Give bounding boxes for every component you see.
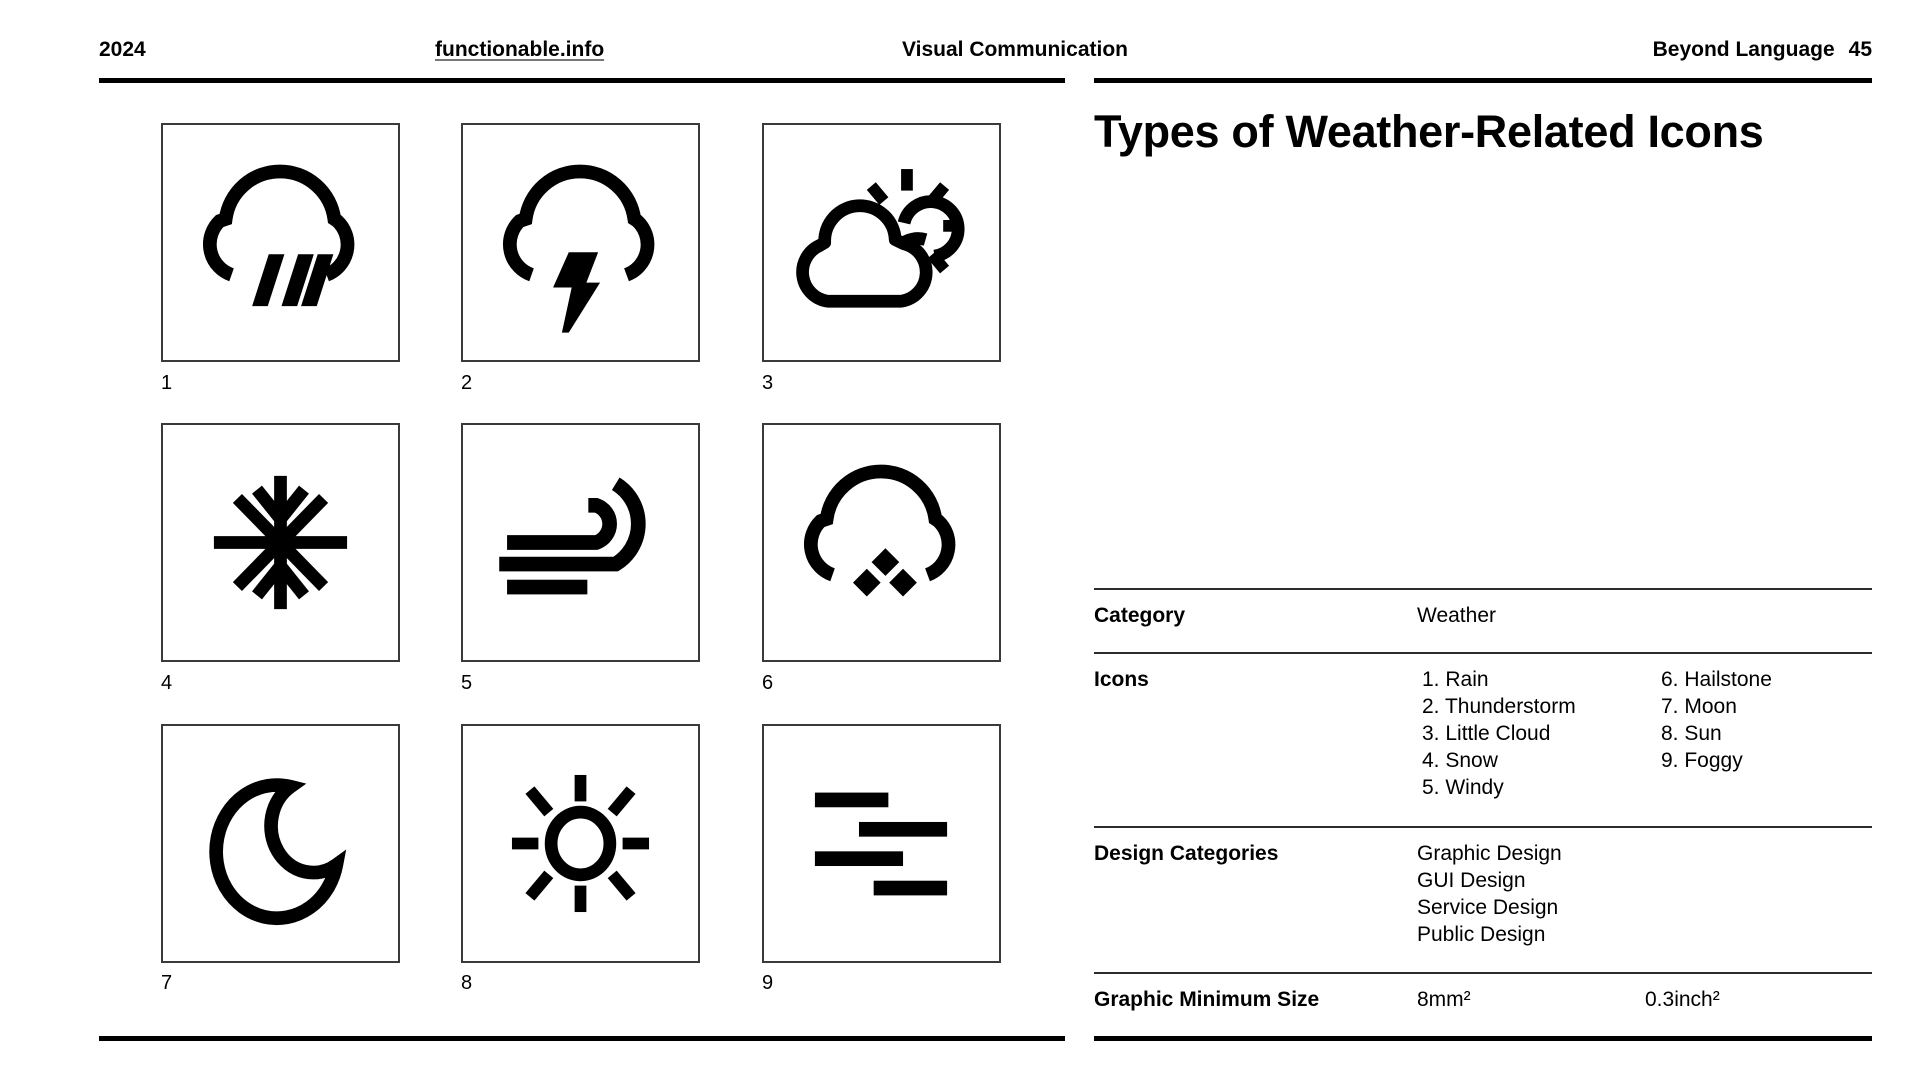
- list-item: 1. Rain: [1422, 668, 1489, 691]
- list-item: 7. Moon: [1661, 695, 1737, 718]
- minimum-size-imperial: 0.3inch²: [1645, 988, 1720, 1011]
- icon-tile-8: [461, 724, 700, 963]
- icon-number: 3: [762, 372, 774, 394]
- icon-number: 2: [461, 372, 473, 394]
- icons-label: Icons: [1094, 668, 1149, 691]
- list-item: Service Design: [1417, 896, 1559, 919]
- design-categories-label: Design Categories: [1094, 842, 1279, 865]
- list-item: 3. Little Cloud: [1422, 722, 1551, 745]
- table-divider: [1094, 652, 1872, 654]
- snow-icon: [163, 425, 398, 660]
- icon-tile-1: [161, 123, 400, 362]
- foggy-icon: [764, 726, 999, 961]
- chapter-title: Beyond Language: [1652, 38, 1835, 61]
- hailstone-icon: [764, 425, 999, 660]
- sun-icon: [463, 726, 698, 961]
- bottom-rule-right: [1094, 1036, 1872, 1041]
- list-item: 6. Hailstone: [1661, 668, 1772, 691]
- moon-icon: [163, 726, 398, 961]
- list-item: 9. Foggy: [1661, 749, 1743, 772]
- table-divider: [1094, 826, 1872, 828]
- page-title: Types of Weather-Related Icons: [1094, 106, 1764, 157]
- list-item: Graphic Design: [1417, 842, 1562, 865]
- icon-number: 9: [762, 972, 774, 994]
- icon-tile-6: [762, 423, 1001, 662]
- top-rule-left: [99, 78, 1065, 83]
- little-cloud-icon: [764, 125, 999, 360]
- icons-list-1: [1422, 666, 1576, 801]
- table-divider: [1094, 588, 1872, 590]
- icon-number: 7: [161, 972, 173, 994]
- category-value: Weather: [1417, 604, 1496, 627]
- icon-tile-4: [161, 423, 400, 662]
- list-item: 2. Thunderstorm: [1422, 695, 1576, 718]
- thunderstorm-icon: [463, 125, 698, 360]
- site-link[interactable]: functionable.info: [435, 38, 605, 61]
- icon-tile-9: [762, 724, 1001, 963]
- minimum-size-metric: 8mm²: [1417, 988, 1471, 1011]
- icons-list-2: [1661, 666, 1772, 774]
- windy-icon: [463, 425, 698, 660]
- icon-number: 8: [461, 972, 473, 994]
- top-rule-right: [1094, 78, 1872, 83]
- icon-tile-2: [461, 123, 700, 362]
- list-item: 4. Snow: [1422, 749, 1498, 772]
- icon-number: 4: [161, 672, 173, 694]
- page-number: 45: [1848, 38, 1872, 61]
- list-item: GUI Design: [1417, 869, 1526, 892]
- icon-tile-5: [461, 423, 700, 662]
- category-label: Category: [1094, 604, 1186, 627]
- icon-tile-7: [161, 724, 400, 963]
- rain-icon: [163, 125, 398, 360]
- design-categories-list: [1417, 840, 1562, 948]
- icon-tile-3: [762, 123, 1001, 362]
- list-item: Public Design: [1417, 923, 1546, 946]
- year: 2024: [99, 38, 146, 61]
- minimum-size-label: Graphic Minimum Size: [1094, 988, 1320, 1011]
- table-divider: [1094, 972, 1872, 974]
- running-head: [1653, 38, 1872, 62]
- list-item: 8. Sun: [1661, 722, 1722, 745]
- bottom-rule-left: [99, 1036, 1065, 1041]
- section-title: Visual Communication: [902, 38, 1128, 61]
- icon-number: 1: [161, 372, 173, 394]
- icon-number: 6: [762, 672, 774, 694]
- icon-number: 5: [461, 672, 473, 694]
- list-item: 5. Windy: [1422, 776, 1504, 799]
